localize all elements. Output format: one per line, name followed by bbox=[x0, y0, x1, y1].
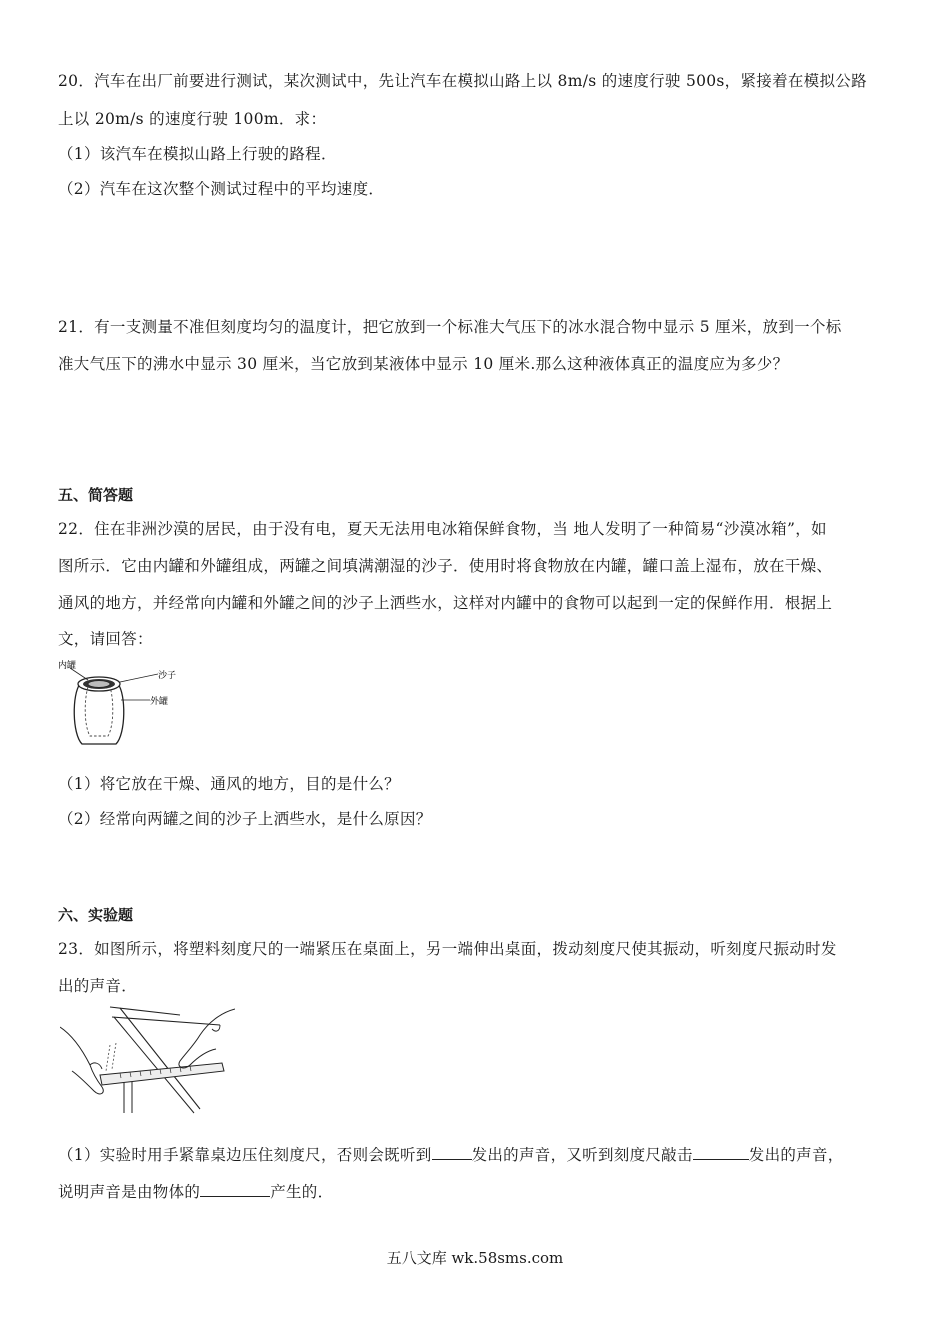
q21-line1: 21．有一支测量不准但刻度均匀的温度计，把它放到一个标准大气压下的冰水混合物中显示 5 厘米，放到一个标 bbox=[58, 318, 842, 336]
label-outer-pot: 外罐 bbox=[150, 697, 169, 707]
q22-line1: 22．住在非洲沙漠的居民，由于没有电，夏天无法用电冰箱保鲜食物，当 地人发明了一种简易“沙漠冰箱”，如 bbox=[58, 520, 827, 538]
q23-sub1-text-e: 产生的． bbox=[270, 1183, 334, 1201]
answer-blank-2[interactable] bbox=[693, 1143, 749, 1160]
q23-line1: 23．如图所示，将塑料刻度尺的一端紧压在桌面上，另一端伸出桌面，拨动刻度尺使其振动，听刻度尺振动时发 bbox=[58, 940, 837, 958]
label-sand: 沙子 bbox=[158, 671, 177, 681]
section-heading-5: 五、简答题 bbox=[58, 486, 134, 504]
q22-line2: 图所示．它由内罐和外罐组成，两罐之间填满潮湿的沙子．使用时将食物放在内罐，罐口盖上湿布，放在干燥、 bbox=[58, 557, 833, 575]
q23-sub1-line2 bbox=[58, 1180, 333, 1203]
ruler-experiment-figure bbox=[60, 1005, 235, 1115]
q23-sub1-text-d: 说明声音是由物体的 bbox=[58, 1183, 201, 1201]
q22-line4: 文，请回答： bbox=[58, 630, 153, 648]
q20-sub1: （1）该汽车在模拟山路上行驶的路程． bbox=[58, 145, 337, 163]
desert-fridge-figure bbox=[58, 660, 188, 752]
q22-line3: 通风的地方，并经常向内罐和外罐之间的沙子上洒些水，这样对内罐中的食物可以起到一定的保鲜作用．根据上 bbox=[58, 594, 833, 612]
q23-sub1-line1 bbox=[58, 1143, 844, 1166]
answer-blank-3[interactable] bbox=[200, 1180, 270, 1197]
label-inner-pot: 内罐 bbox=[58, 661, 77, 671]
answer-blank-1[interactable] bbox=[432, 1143, 472, 1160]
q20-line2: 上以 20m/s 的速度行驶 100m．求： bbox=[58, 110, 327, 128]
q23-line2: 出的声音． bbox=[58, 977, 138, 995]
q20-sub2: （2）汽车在这次整个测试过程中的平均速度． bbox=[58, 180, 385, 198]
q22-sub2: （2）经常向两罐之间的沙子上洒些水，是什么原因？ bbox=[58, 810, 432, 828]
footer-watermark: 五八文库 wk.58sms.com bbox=[386, 1249, 564, 1267]
q23-sub1-text-c: 发出的声音， bbox=[748, 1146, 844, 1164]
q23-sub1-text-a: （1）实验时用手紧靠桌边压住刻度尺，否则会既听到 bbox=[58, 1146, 432, 1164]
q21-line2: 准大气压下的沸水中显示 30 厘米，当它放到某液体中显示 10 厘米.那么这种液体真正的温度应为多少？ bbox=[58, 355, 789, 373]
q23-sub1-text-b: 发出的声音，又听到刻度尺敲击 bbox=[471, 1146, 693, 1164]
q22-sub1: （1）将它放在干燥、通风的地方，目的是什么？ bbox=[58, 775, 400, 793]
q20-line1: 20．汽车在出厂前要进行测试，某次测试中，先让汽车在模拟山路上以 8m/s 的速度行驶 500s，紧接着在模拟公路 bbox=[58, 72, 867, 90]
section-heading-6: 六、实验题 bbox=[58, 906, 134, 924]
